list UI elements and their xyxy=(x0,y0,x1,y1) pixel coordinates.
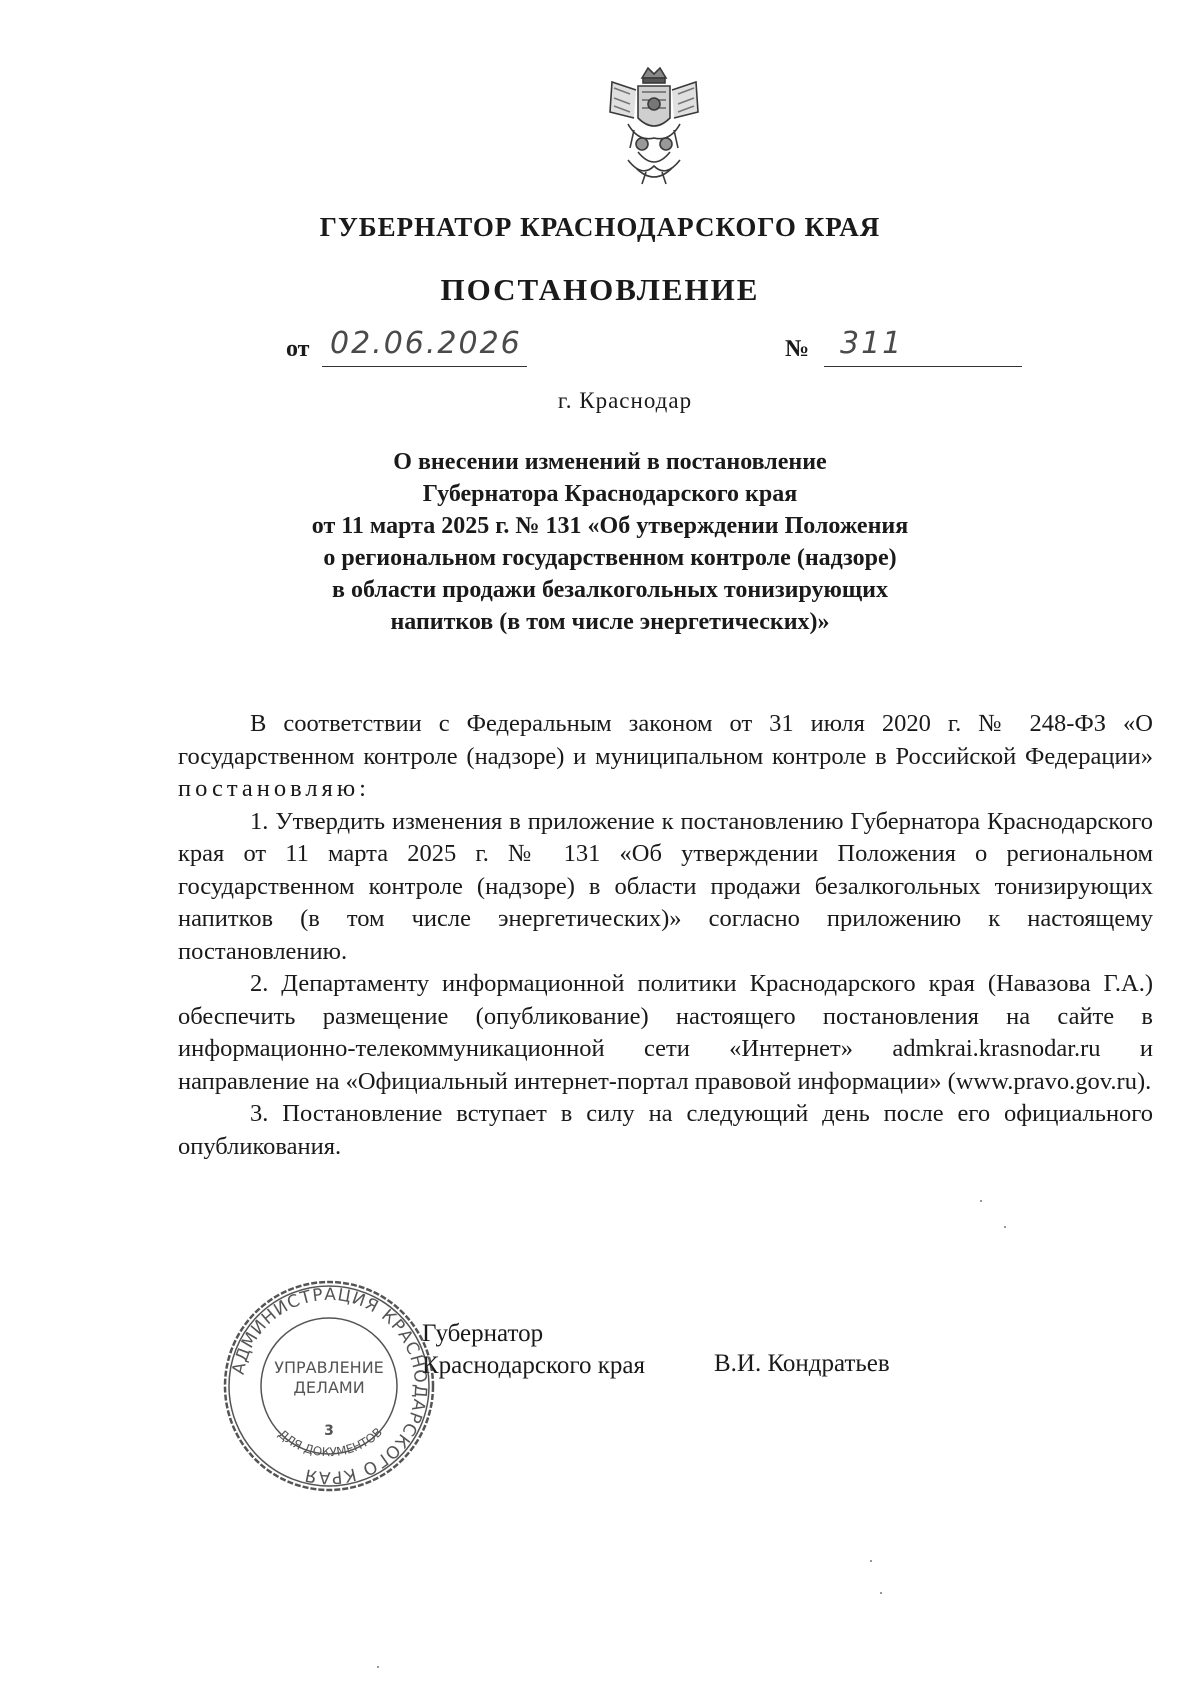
preamble-text: В соответствии с Федеральным законом от 31 июля 2020 г. № 248-ФЗ «О государственном контроле (надзоре) и муниципальном контроле в Российской Федерации» xyxy=(178,710,1153,770)
coat-of-arms-emblem xyxy=(598,60,710,190)
resolve-word: постановляю: xyxy=(178,775,370,802)
document-subject xyxy=(260,446,960,638)
stamp-center-line: ДЕЛАМИ xyxy=(293,1378,365,1397)
subject-line: Губернатора Краснодарского края xyxy=(422,481,798,507)
scan-speck xyxy=(870,1560,872,1562)
official-stamp xyxy=(218,1275,440,1497)
item-paragraph-1: 1. Утвердить изменения в приложение к постановлению Губернатора Краснодарского края от 11 марта 2025 г. № 131 «Об утверждении Положения о региональном государственном контроле (надзоре) в области продажи безалкогольных тонизирующих напитков (в том числе энергетических)» согласно приложению к настоящему постановлению. xyxy=(178,807,1153,965)
date-underline xyxy=(322,366,527,367)
stamp-number: 3 xyxy=(324,1423,334,1439)
stamp-center-line: УПРАВЛЕНИЕ xyxy=(274,1358,384,1377)
handwritten-date: 02.06.2026 xyxy=(330,326,522,361)
scan-speck xyxy=(377,1666,379,1668)
signatory-name: В.И. Кондратьев xyxy=(714,1350,890,1377)
signatory-title-line: Краснодарского края xyxy=(422,1352,645,1379)
number-underline xyxy=(824,366,1022,367)
scan-speck xyxy=(880,1592,882,1594)
scan-speck xyxy=(980,1200,982,1202)
subject-line: о региональном государственном контроле (надзоре) xyxy=(323,545,897,571)
item-paragraph-3: 3. Постановление вступает в силу на следующий день после его официального опубликования. xyxy=(178,1100,1153,1160)
authority-heading: ГУБЕРНАТОР КРАСНОДАРСКОГО КРАЯ xyxy=(319,212,881,242)
signatory-title xyxy=(422,1318,645,1382)
document-type-heading: ПОСТАНОВЛЕНИЕ xyxy=(440,272,760,307)
item-paragraph-2: 2. Департаменту информационной политики Краснодарского края (Навазова Г.А.) обеспечить размещение (опубликование) настоящего постановления на сайте в информационно-телекоммуникационной сети «Интернет» admkrai.krasnodar.ru и направление на «Официальный интернет-портал правовой информации» (www.pravo.gov.ru). xyxy=(178,970,1153,1095)
subject-line: О внесении изменений в постановление xyxy=(393,449,827,475)
subject-line: от 11 марта 2025 г. № 131 «Об утверждении Положения xyxy=(311,513,909,539)
date-label: от xyxy=(286,336,310,362)
document-body xyxy=(178,708,1153,1163)
stamp-ring-text: АДМИНИСТРАЦИЯ КРАСНОДАРСКОГО КРАЯ xyxy=(228,1284,431,1488)
number-label: № xyxy=(785,336,810,362)
signatory-title-line: Губернатор xyxy=(422,1320,544,1347)
subject-line: в области продажи безалкогольных тонизирующих xyxy=(332,577,888,603)
stamp-bottom-text: ДЛЯ ДОКУМЕНТОВ xyxy=(275,1424,386,1460)
preamble-paragraph xyxy=(178,708,1153,806)
subject-line: напитков (в том числе энергетических)» xyxy=(390,609,830,635)
city-label: г. Краснодар xyxy=(557,388,693,413)
handwritten-number: 311 xyxy=(840,326,904,361)
scan-speck xyxy=(1004,1226,1006,1228)
